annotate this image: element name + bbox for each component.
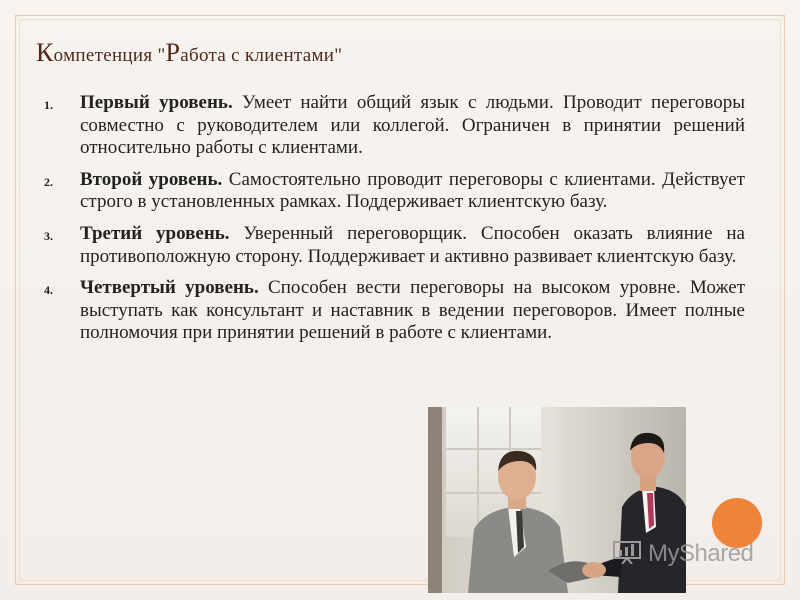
level-item-2: [40, 169, 745, 214]
title-initial-1: К: [36, 38, 54, 67]
myshared-watermark: [612, 540, 753, 568]
level-number: 1.: [44, 98, 53, 112]
level-heading: Второй уровень.: [80, 168, 223, 190]
competency-levels-list: [40, 92, 745, 354]
level-item-3: [40, 223, 745, 268]
level-description: Самостоятельно проводит переговоры с клиентами. Действует строго в установленных рамках. Поддерживает клиентскую базу.: [80, 168, 745, 213]
slide-title: [36, 38, 756, 68]
level-item-4: [40, 277, 745, 345]
level-item-1: [40, 92, 745, 160]
title-part-1: омпетенция ": [53, 45, 166, 66]
presentation-chart-icon: [612, 540, 642, 569]
level-heading: Четвертый уровень.: [80, 277, 259, 299]
level-description: Способен вести переговоры на высоком уровне. Может выступать как консультант и наставник в ведении переговоров. Имеет полные полномочия при принятии решений в работе с клиентами.: [80, 277, 745, 344]
level-number: 3.: [44, 228, 53, 243]
level-heading: Первый уровень.: [80, 92, 233, 113]
level-heading: Третий уровень.: [80, 222, 230, 244]
title-part-2: абота с клиентами": [180, 45, 343, 66]
level-description: Умеет найти общий язык с людьми. Проводит переговоры совместно с руководителем или коллегой. Ограничен в принятии решений относительно работы с клиентами.: [80, 92, 746, 159]
title-initial-2: Р: [165, 38, 181, 67]
level-description: Уверенный переговорщик. Способен оказать влияние на противоположную сторону. Поддерживает и активно развивает клиентскую базу.: [80, 222, 745, 267]
watermark-text: MyShared: [648, 540, 754, 567]
level-number: 2.: [44, 174, 53, 189]
level-number: 4.: [44, 283, 53, 298]
